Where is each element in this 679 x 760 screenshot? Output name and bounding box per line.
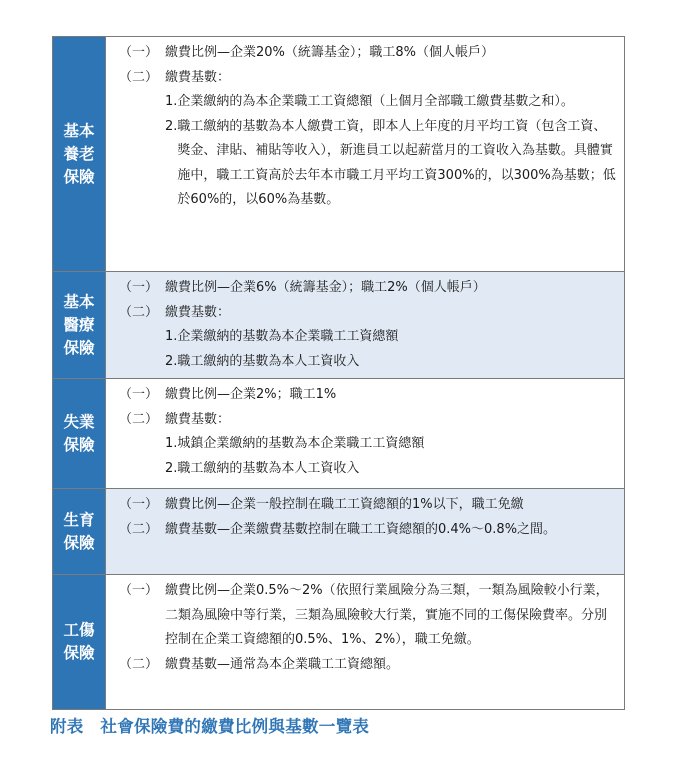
list-item: （二） 繳費基數： [119, 304, 231, 320]
table-row-pension [53, 37, 624, 271]
table-row-maternity [53, 488, 624, 574]
sub-item: 1. 企業繳納的基數為本企業職工工資總額 [165, 329, 399, 344]
list-item: （一） 繳費比例—企業6%（統籌基金）；職工2%（個人帳戶） [119, 280, 486, 295]
sub-item: 2. 職工繳納的基數為本人工資收入 [165, 460, 360, 476]
row-label-medical: 基本醫療保險 [53, 272, 106, 378]
list-item: （一） 繳費比例—企業20%（統籌基金）；職工8%（個人帳戶） [119, 45, 495, 60]
sub-item: 2. 職工繳納的基數為本人工資收入 [165, 353, 360, 369]
row-label-maternity: 生育保險 [53, 489, 106, 574]
row-label-injury: 工傷保險 [53, 575, 106, 709]
table-caption: 附表 社會保險費的繳費比例與基數一覽表 [50, 717, 370, 736]
list-item: （一） 繳費比例—企業一般控制在職工工資總額的1%以下，職工免繳 [119, 497, 524, 512]
sub-item: 2. 職工繳納的基數為本人繳費工資，即本人上年度的月平均工資（包含工資、獎金、津貼、補貼等收入），新進員工以起薪當月的工資收入為基數。具體實施中，職工工資高於去年本市職工月平均工資300%的，以300%為基數；低於60%的，以60%為基數。 [165, 118, 616, 207]
table-row-unemployment [53, 378, 624, 488]
table-row-medical [53, 271, 624, 378]
list-item: （一） 繳費比例—企業2%；職工1% [119, 387, 337, 402]
list-item: （二） 繳費基數： [119, 411, 231, 427]
list-item: （二） 繳費基數—企業繳費基數控制在職工工資總額的0.4%～0.8%之間。 [119, 521, 557, 537]
list-item: （一） 繳費比例—企業0.5%～2%（依照行業風險分為三類，一類為風險較小行業，二類為風險中等行業，三類為風險較大行業，實施不同的工傷保險費率。分別控制在企業工資總額的0.5%、1%、2%），職工免繳。 [119, 583, 609, 647]
sub-item: 1. 企業繳納的為本企業職工工資總額（上個月全部職工繳費基數之和）。 [165, 94, 574, 109]
row-content-maternity [106, 489, 624, 574]
row-content-medical [106, 272, 624, 378]
list-item: （二） 繳費基數： [119, 69, 231, 85]
row-content-pension [106, 37, 624, 271]
table-row-injury [53, 574, 624, 709]
row-label-pension: 基本養老保險 [53, 37, 106, 271]
sub-item: 1. 城鎮企業繳納的基數為本企業職工工資總額 [165, 436, 425, 451]
row-content-unemployment [106, 379, 624, 488]
insurance-table [52, 36, 625, 710]
row-label-unemployment: 失業保險 [53, 379, 106, 488]
list-item: （二） 繳費基數—通常為本企業職工工資總額。 [119, 656, 400, 672]
row-content-injury [106, 575, 624, 709]
